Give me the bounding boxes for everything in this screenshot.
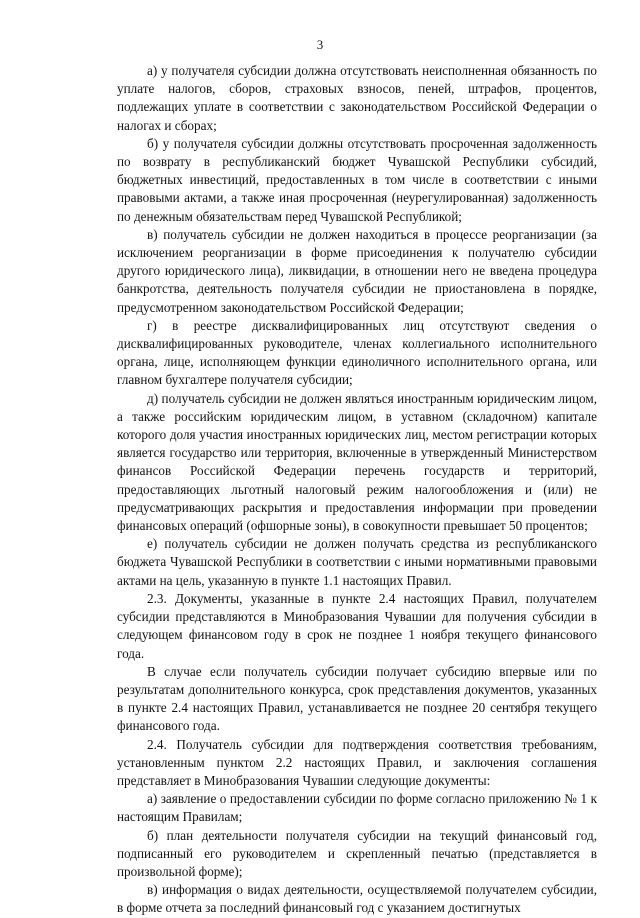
paragraph-first-time-recipient: В случае если получатель субсидии получает субсидию впервые или по результатам дополнительного конкурса, срок представления документов, указанных в пункте 2.4 настоящих Правил, устанавливается не позднее 20 сентября текущего финансового года. bbox=[117, 663, 597, 734]
paragraph-item-a-taxes: а) у получателя субсидии должна отсутствовать неисполненная обязанность по уплате налогов, сборов, страховых взносов, пеней, штрафов, процентов, подлежащих уплате в соответствии с законодательством Российской Федерации о налогах и сборах; bbox=[117, 63, 597, 133]
paragraph-doc-b-activity-plan: б) план деятельности получателя субсидии на текущий финансовый год, подписанный его руководителем и скрепленный печатью (представляется в произвольной форме); bbox=[117, 827, 597, 879]
paragraph-2-4-documents-list: 2.4. Получатель субсидии для подтверждения соответствия требованиям, установленным пунктом 2.2 настоящих Правил, и заключения соглашения представляет в Минобразования Чувашии следующие документы: bbox=[117, 736, 597, 788]
paragraph-doc-a-application: а) заявление о предоставлении субсидии по форме согласно приложению № 1 к настоящим Правилам; bbox=[117, 791, 597, 825]
paragraph-item-v-reorganization: в) получатель субсидии не должен находиться в процессе реорганизации (за исключением реорганизации в форме присоединения к получателю субсидии другого юридического лица), ликвидации, в отношении него не введена процедура банкротства, деятельность получателя субсидии не приостановлена в порядке, предусмотренном законодательством Российской Федерации; bbox=[117, 226, 597, 315]
paragraph-doc-v-activity-info: в) информация о видах деятельности, осуществляемой получателем субсидии, в форме отчета за последний финансовый год с указанием достигнутых bbox=[117, 882, 597, 916]
paragraph-item-d-foreign-entity: д) получатель субсидии не должен являться иностранным юридическим лицом, а также российским юридическим лицом, в уставном (складочном) капитале которого доля участия иностранных юридических лиц, местом регистрации которых является государство или территория, включенные в утвержденный Министерством финансов Российской Федерации перечень государств и территорий, предоставляющих льготный налоговый режим налогообложения и (или) не предусматривающих раскрытия и предоставления информации при проведении финансовых операций (офшорные зоны), в совокупности превышает 50 процентов; bbox=[117, 390, 597, 534]
paragraph-item-e-other-funds: е) получатель субсидии не должен получать средства из республиканского бюджета Чувашской Республики в соответствии с иными нормативными правовыми актами на цель, указанную в пункте 1.1 настоящих Правил. bbox=[117, 536, 597, 588]
paragraph-item-b-debts: б) у получателя субсидии должны отсутствовать просроченная задолженность по возврату в республиканский бюджет Чувашской Республики субсидий, бюджетных инвестиций, предоставленных в том числе в соответствии с иными правовыми актами, а также иная просроченная (неурегулированная) задолженность по денежным обязательствам перед Чувашской Республикой; bbox=[117, 135, 597, 224]
document-body bbox=[117, 62, 597, 918]
paragraph-item-g-disqualified: г) в реестре дисквалифицированных лиц отсутствуют сведения о дисквалифицированных руководителе, членах коллегиального исполнительного органа, лице, исполняющем функции единоличного исполнительного органа, или главном бухгалтере получателя субсидии; bbox=[117, 317, 597, 388]
paragraph-2-3-documents: 2.3. Документы, указанные в пункте 2.4 настоящих Правил, получателем субсидии представляются в Минобразования Чувашии для получения субсидии в следующем финансовом году в срок не позднее 1 ноября текущего финансового года. bbox=[117, 590, 597, 661]
page-number: 3 bbox=[316, 37, 324, 52]
